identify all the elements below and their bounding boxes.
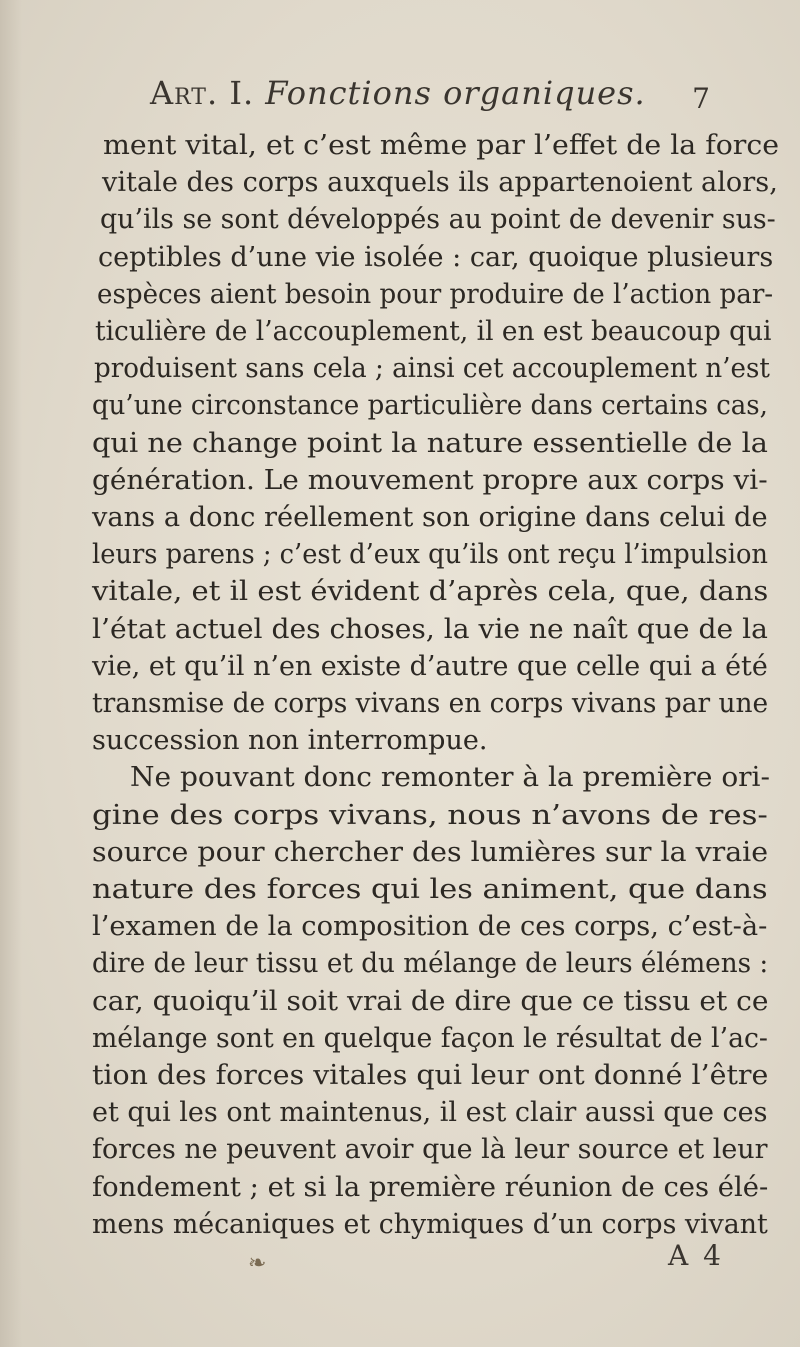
page-number: 7: [692, 82, 710, 115]
text-line: source pour chercher des lumières sur la vraie: [92, 836, 769, 868]
text-line: ceptibles d’une vie isolée : car, quoique plusieurs: [98, 241, 774, 273]
text-line: ment vital, et c’est même par l’effet de la force: [103, 130, 780, 161]
text-line: Ne pouvant donc remonter à la première ori-: [130, 762, 770, 794]
text-line: succession non interrompue.: [92, 725, 488, 757]
text-line: ticulière de l’accouplement, il en est beaucoup qui: [95, 316, 772, 347]
text-line: fondement ; et si la première réunion de ces élé-: [92, 1171, 769, 1203]
text-line: qu’ils se sont développés au point de devenir sus-: [100, 204, 776, 236]
text-line: nature des forces qui les animent, que dans: [92, 874, 768, 905]
text-line: l’examen de la composition de ces corps, c’est-à-: [92, 911, 768, 943]
text-line: gine des corps vivans, nous n’avons de res-: [92, 799, 768, 831]
text-line: mens mécaniques et chymiques d’un corps vivant: [92, 1208, 768, 1240]
text-line: transmise de corps vivans en corps vivans par une: [92, 688, 769, 719]
page-gutter-shadow: [0, 0, 22, 1347]
text-line: car, quoiqu’il soit vrai de dire que ce tissu et ce: [92, 985, 769, 1017]
article-number: I.: [229, 74, 255, 112]
signature-mark: A 4: [668, 1239, 724, 1272]
text-line: dire de leur tissu et du mélange de leurs élémens :: [92, 948, 769, 980]
text-line: qu’une circonstance particulière dans certains cas,: [92, 390, 768, 422]
text-line: vans a donc réellement son origine dans celui de: [92, 502, 768, 533]
text-line: vitale, et il est évident d’après cela, que, dans: [92, 576, 769, 608]
article-label: Art.: [150, 74, 219, 112]
text-line: vitale des corps auxquels ils appartenoient alors,: [102, 167, 778, 199]
text-line: et qui les ont maintenus, il est clair aussi que ces: [92, 1097, 768, 1129]
text-line: génération. Le mouvement propre aux corps vi-: [92, 464, 768, 496]
running-head-text: [150, 74, 646, 112]
text-line: vie, et qu’il n’en existe d’autre que celle qui a été: [92, 650, 768, 682]
text-line: forces ne peuvent avoir que là leur source et leur: [92, 1134, 768, 1166]
running-head-title: Fonctions organiques.: [265, 74, 646, 112]
text-line: produisent sans cela ; ainsi cet accouplement n’est: [94, 353, 770, 385]
ink-blot: ❧: [248, 1251, 267, 1276]
running-head: [150, 74, 710, 126]
text-line: espèces aient besoin pour produire de l’action par-: [97, 278, 774, 310]
text-line: qui ne change point la nature essentielle de la: [92, 427, 768, 459]
text-line: tion des forces vitales qui leur ont donné l’être: [92, 1060, 769, 1091]
text-line: mélange sont en quelque façon le résultat de l’ac-: [92, 1022, 768, 1054]
text-line: leurs parens ; c’est d’eux qu’ils ont reçu l’impulsion: [92, 539, 768, 571]
text-line: l’état actuel des choses, la vie ne naît que de la: [92, 613, 768, 645]
